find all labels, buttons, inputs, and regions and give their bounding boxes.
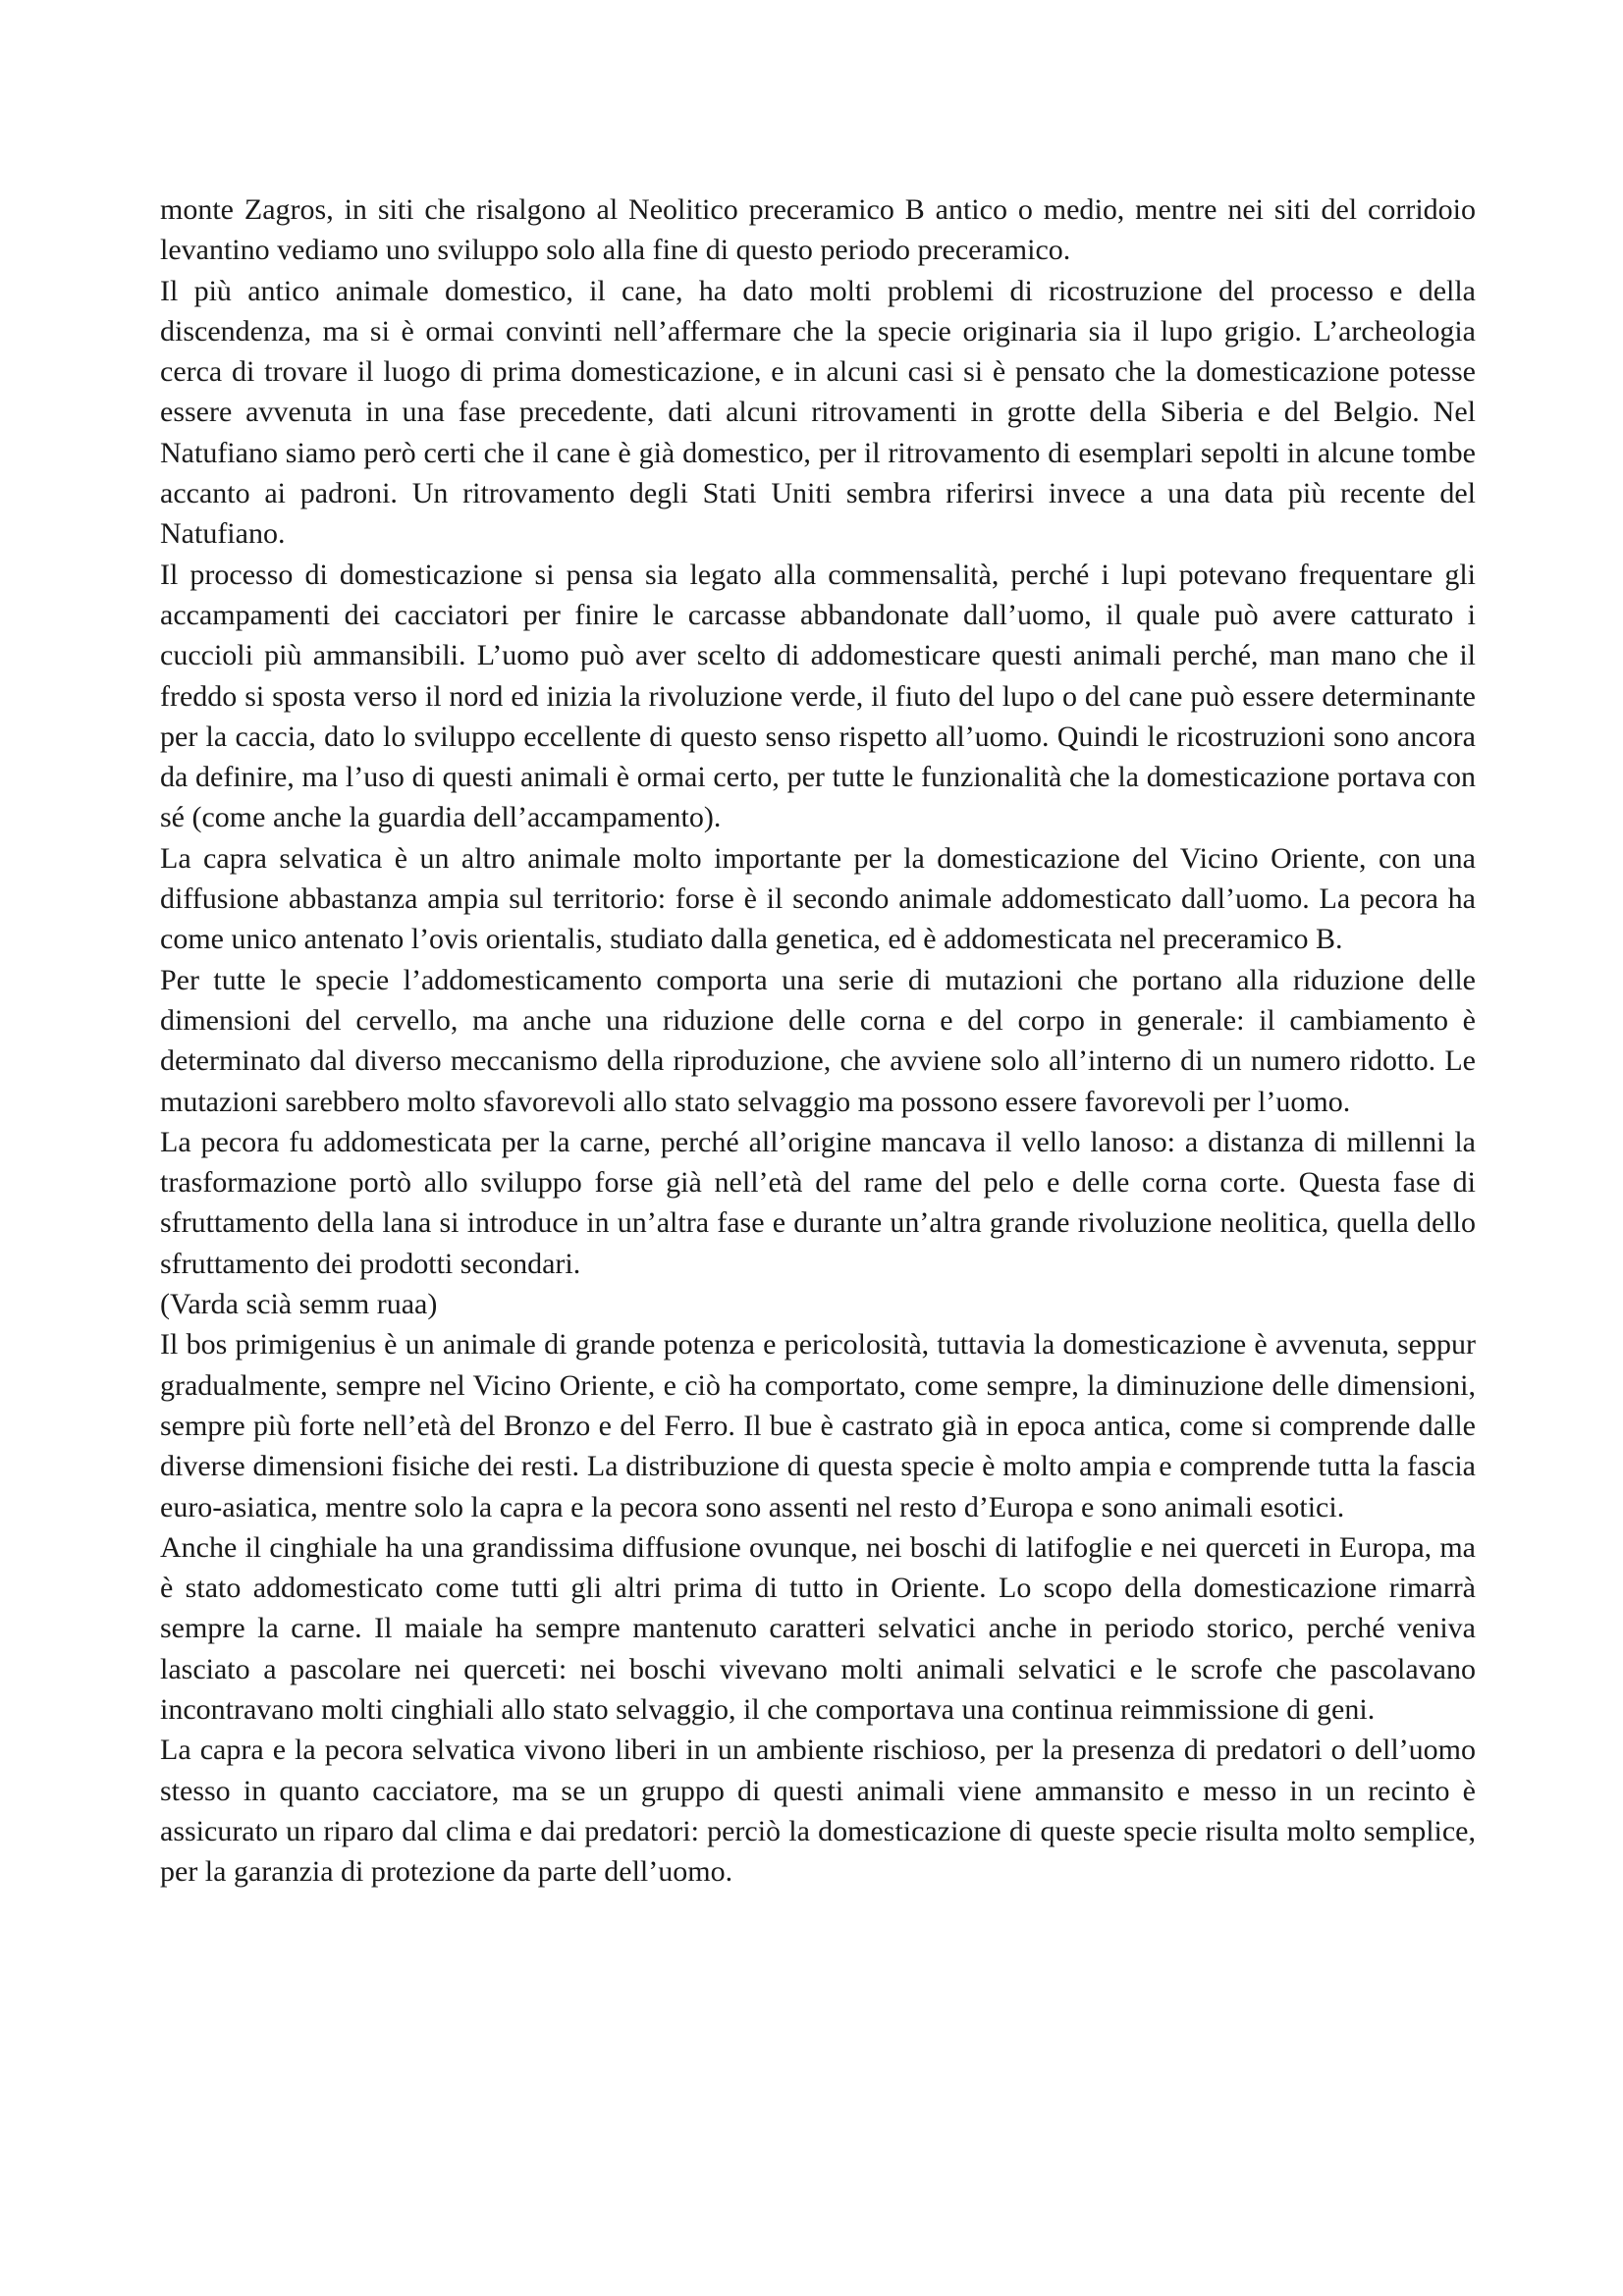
paragraph-goat-sheep-protection: La capra e la pecora selvatica vivono liberi in un ambiente rischioso, per la presenza di predatori o dell’uomo stesso in quanto cacciatore, ma se un gruppo di questi animali viene ammansito e messo in un recinto è assicurato un riparo dal clima e dai predatori: perciò la domesticazione di queste specie risulta molto semplice, per la garanzia di protezione da parte dell’uomo.: [160, 1734, 1476, 1889]
paragraph-aside-note: (Varda scià semm ruaa): [160, 1288, 438, 1321]
paragraph-bos-primigenius: Il bos primigenius è un animale di grande potenza e pericolosità, tuttavia la domesticazione è avvenuta, seppur gradualmente, sempre nel Vicino Oriente, e ciò ha comportato, come sempre, la diminuzione delle dimensioni, sempre più forte nell’età del Bronzo e del Ferro. Il bue è castrato già in epoca antica, come si comprende dalle diverse dimensioni fisiche dei resti. La distribuzione di questa specie è molto ampia e comprende tutta la fascia euro-asiatica, mentre solo la capra e la pecora sono assenti nel resto d’Europa e sono animali esotici.: [160, 1328, 1476, 1523]
paragraph-dog-origin: Il più antico animale domestico, il cane, ha dato molti problemi di ricostruzione del processo e della discendenza, ma si è ormai convinti nell’affermare che la specie originaria sia il lupo grigio. L’archeologia cerca di trovare il luogo di prima domesticazione, e in alcuni casi si è pensato che la domesticazione potesse essere avvenuta in una fase precedente, dati alcuni ritrovamenti in grotte della Siberia e del Belgio. Nel Natufiano siamo però certi che il cane è già domestico, per il ritrovamento di esemplari sepolti in alcune tombe accanto ai padroni. Un ritrovamento degli Stati Uniti sembra riferirsi invece a una data più recente del Natufiano.: [160, 274, 1476, 551]
body-text: [160, 189, 1476, 1892]
paragraph-mutations: Per tutte le specie l’addomesticamento comporta una serie di mutazioni che portano alla riduzione delle dimensioni del cervello, ma anche una riduzione delle corna e del corpo in generale: il cambiamento è determinato dal diverso meccanismo della riproduzione, che avviene solo all’interno di un numero ridotto. Le mutazioni sarebbero molto sfavorevoli allo stato selvaggio ma possono essere favorevoli per l’uomo.: [160, 963, 1476, 1118]
paragraph-goat-sheep: La capra selvatica è un altro animale molto importante per la domesticazione del Vicino Oriente, con una diffusione abbastanza ampia sul territorio: forse è il secondo animale addomesticato dall’uomo. La pecora ha come unico antenato l’ovis orientalis, studiato dalla genetica, ed è addomesticata nel preceramico B.: [160, 841, 1476, 956]
paragraph-wild-boar: Anche il cinghiale ha una grandissima diffusione ovunque, nei boschi di latifoglie e nei querceti in Europa, ma è stato addomesticato come tutti gli altri prima di tutto in Oriente. Lo scopo della domesticazione rimarrà sempre la carne. Il maiale ha sempre mantenuto caratteri selvatici anche in periodo storico, perché veniva lasciato a pascolare nei querceti: nei boschi vivevano molti animali selvatici e le scrofe che pascolavano incontravano molti cinghiali allo stato selvaggio, il che comportava una continua reimmissione di geni.: [160, 1530, 1476, 1726]
paragraph-sheep-wool: La pecora fu addomesticata per la carne, perché all’origine mancava il vello lanoso: a distanza di millenni la trasformazione portò allo sviluppo forse già nell’età del rame del pelo e delle corna corte. Questa fase di sfruttamento della lana si introduce in un’altra fase e durante un’altra grande rivoluzione neolitica, quella dello sfruttamento dei prodotti secondari.: [160, 1125, 1476, 1280]
paragraph-domestication-process: Il processo di domesticazione si pensa sia legato alla commensalità, perché i lupi potevano frequentare gli accampamenti dei cacciatori per finire le carcasse abbandonate dall’uomo, il quale può avere catturato i cuccioli più ammansibili. L’uomo può aver scelto di addomesticare questi animali perché, man mano che il freddo si sposta verso il nord ed inizia la rivoluzione verde, il fiuto del lupo o del cane può essere determinante per la caccia, dato lo sviluppo eccellente di questo senso rispetto all’uomo. Quindi le ricostruzioni sono ancora da definire, ma l’uso di questi animali è ormai certo, per tutte le funzionalità che la domesticazione portava con sé (come anche la guardia dell’accampamento).: [160, 558, 1476, 834]
paragraph-zagros: monte Zagros, in siti che risalgono al Neolitico preceramico B antico o medio, mentre nei siti del corridoio levantino vediamo uno sviluppo solo alla fine di questo periodo preceramico.: [160, 193, 1476, 267]
